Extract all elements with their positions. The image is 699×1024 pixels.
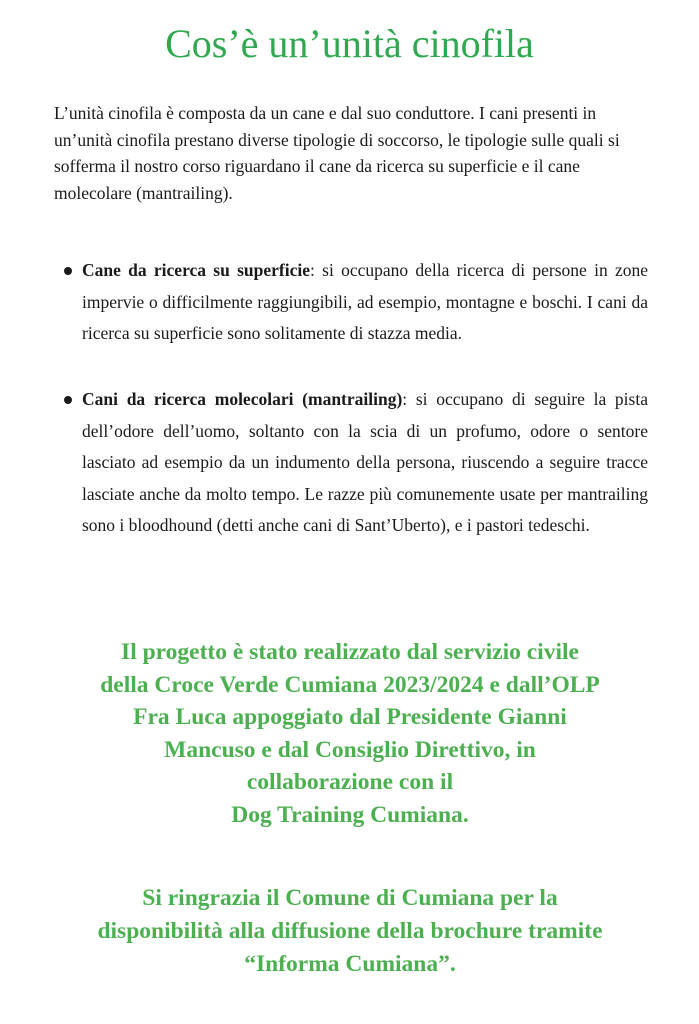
bullet-list-surface <box>62 255 648 350</box>
project-credits <box>30 636 670 831</box>
thanks-line: “Informa Cumiana”. <box>244 951 456 977</box>
bullet-term: Cane da ricerca su superficie <box>82 260 311 280</box>
bullet-item-mantrailing <box>62 384 648 542</box>
credits-line: Dog Training Cumiana. <box>231 801 469 828</box>
credits-line: della Croce Verde Cumiana 2023/2024 e dall’OLP <box>100 671 600 698</box>
acknowledgement <box>20 882 680 981</box>
credits-line: collaborazione con il <box>246 769 454 795</box>
thanks-line: disponibilità alla diffusione della brochure tramite <box>97 918 603 944</box>
credits-line: Il progetto è stato realizzato dal servizio civile <box>121 639 579 665</box>
intro-paragraph: L’unità cinofila è composta da un cane e dal suo conduttore. I cani presenti in un’unità cinofila prestano diverse tipologie di soccorso, le tipologie sulle quali si sofferma il nostro corso riguardano il cane da ricerca su superficie e il cane molecolare (mantrailing). <box>54 103 620 203</box>
bullet-text: : si occupano della ricerca di persone in zone impervie o difficilmente raggiungibili, ad esempio, montagne e boschi. I cani da ricerca su superficie sono solitamente di stazza media. <box>82 260 648 343</box>
bullet-list-mantrailing <box>62 384 648 542</box>
credits-line: Fra Luca appoggiato dal Presidente Gianni <box>133 704 567 730</box>
bullet-dot-icon <box>64 267 72 275</box>
bullet-term: Cani da ricerca molecolari (mantrailing) <box>82 389 403 409</box>
bullet-dot-icon <box>64 396 72 404</box>
credits-line: Mancuso e dal Consiglio Direttivo, in <box>164 736 536 763</box>
page-title: Cos’è un’unità cinofila <box>165 21 534 66</box>
thanks-line: Si ringrazia il Comune di Cumiana per la <box>142 885 558 911</box>
bullet-item-surface <box>62 255 648 350</box>
bullet-text: : si occupano di seguire la pista dell’odore dell’uomo, soltanto con la scia di un profumo, odore o sentore lasciato ad esempio da un indumento della persona, riuscendo a seguire tracce lasciate anche da molto tempo. Le razze più comunemente usate per mantrailing sono i bloodhound (detti anche cani di Sant’Uberto), e i pastori tedeschi. <box>82 389 648 535</box>
